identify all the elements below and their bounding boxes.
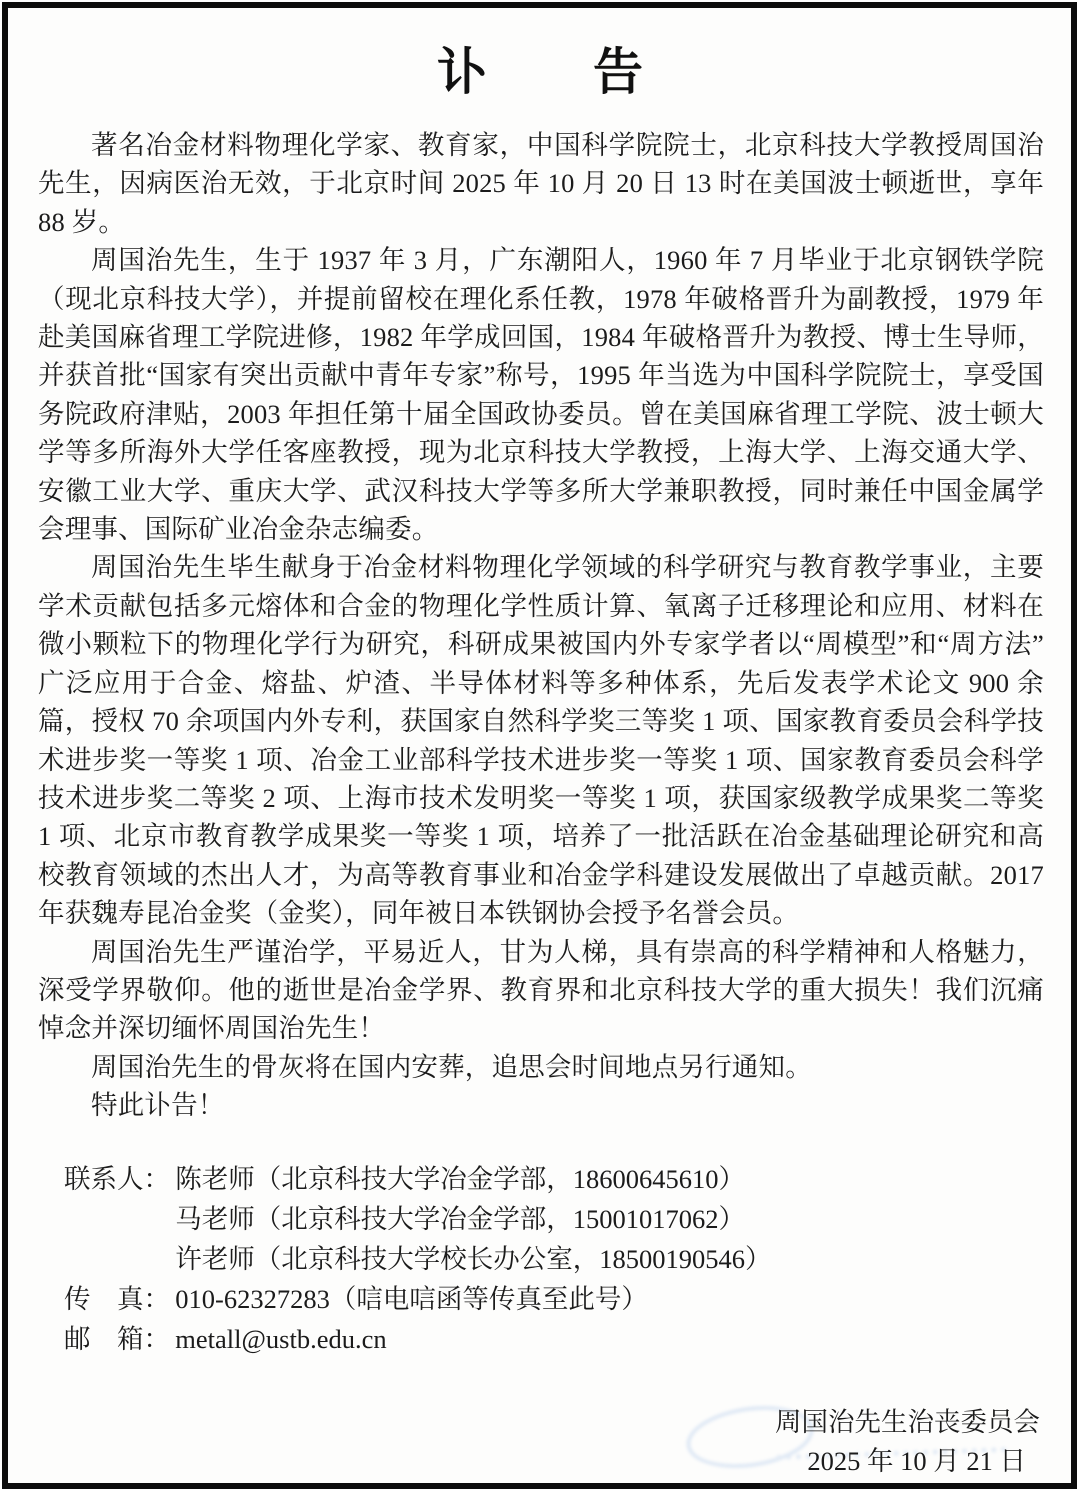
contact-person-ma: 马老师（北京科技大学冶金学部，15001017062） bbox=[175, 1203, 746, 1234]
paragraph-closing: 特此讣告！ bbox=[91, 1090, 225, 1121]
contact-block bbox=[64, 1159, 1044, 1359]
fax-number: 010-62327283（唁电唁函等传真至此号） bbox=[175, 1283, 648, 1314]
signature-block bbox=[38, 1403, 1044, 1481]
contact-persons-row bbox=[64, 1159, 1044, 1279]
email-address: metall@ustb.edu.cn bbox=[175, 1323, 387, 1354]
paragraph-tribute: 周国治先生严谨治学，平易近人，甘为人梯，具有崇高的科学精神和人格魅力，深受学界敬仰。他的逝世是冶金学界、教育界和北京科技大学的重大损失！我们沉痛悼念并深切缅怀周国治先生！ bbox=[38, 936, 1044, 1044]
contact-persons-label: 联系人： bbox=[64, 1163, 170, 1194]
signature-date: 2025 年 10 月 21 日 bbox=[807, 1445, 1026, 1476]
fax-row bbox=[64, 1279, 1044, 1319]
paragraph-biography: 周国治先生，生于 1937 年 3 月，广东潮阳人，1960 年 7 月毕业于北京钢铁学院（现北京科技大学），并提前留校在理化系任教，1978 年破格晋升为副教授，1979 年赴美国麻省理工学院进修，1982 年学成回国，1984 年破格晋升为教授、博士生导师，并获首批“国家有突出贡献中青年专家”称号，1995 年当选为中国科学院院士，享受国务院政府津贴，2003 年担任第十届全国政协委员。曾在美国麻省理工学院、波士顿大学等多所海外大学任客座教授，现为北京科技大学教授，上海大学、上海交通大学、安徽工业大学、重庆大学、武汉科技大学等多所大学兼职教授，同时兼任中国金属学会理事、国际矿业冶金杂志编委。 bbox=[38, 245, 1044, 545]
contact-person-chen: 陈老师（北京科技大学冶金学部，18600645610） bbox=[175, 1163, 746, 1194]
paragraph-memorial-arrangement: 周国治先生的骨灰将在国内安葬，追思会时间地点另行通知。 bbox=[91, 1051, 812, 1082]
email-row bbox=[64, 1319, 1044, 1359]
fax-label: 传 真： bbox=[64, 1283, 170, 1314]
paragraph-death-announcement: 著名冶金材料物理化学家、教育家，中国科学院院士，北京科技大学教授周国治先生，因病医治无效，于北京时间 2025 年 10 月 20 日 13 时在美国波士顿逝世，享年 88 岁。 bbox=[38, 130, 1044, 237]
page-title: 讣 告 bbox=[437, 44, 645, 100]
obituary-body bbox=[38, 126, 1044, 1125]
contact-person-xu: 许老师（北京科技大学校长办公室，18500190546） bbox=[175, 1243, 772, 1274]
funeral-committee-name: 周国治先生治丧委员会 bbox=[775, 1406, 1040, 1437]
contact-persons-list bbox=[175, 1159, 1044, 1279]
obituary-notice-frame bbox=[2, 2, 1077, 1489]
paragraph-achievements: 周国治先生毕生献身于冶金材料物理化学领域的科学研究与教育教学事业，主要学术贡献包括多元熔体和合金的物理化学性质计算、氧离子迁移理论和应用、材料在微小颗粒下的物理化学行为研究，科研成果被国内外专家学者以“周模型”和“周方法”广泛应用于合金、熔盐、炉渣、半导体材料等多种体系，先后发表学术论文 900 余篇，授权 70 余项国内外专利，获国家自然科学奖三等奖 1 项、国家教育委员会科学技术进步奖一等奖 1 项、冶金工业部科学技术进步奖一等奖 1 项、国家教育委员会科学技术进步奖二等奖 2 项、上海市技术发明奖一等奖 1 项，获国家级教学成果奖二等奖 1 项、北京市教育教学成果奖一等奖 1 项，培养了一批活跃在冶金基础理论研究和高校教育领域的杰出人才，为高等教育事业和冶金学科建设发展做出了卓越贡献。2017 年获魏寿昆冶金奖（金奖），同年被日本铁钢协会授予名誉会员。 bbox=[38, 552, 1044, 929]
email-label: 邮 箱： bbox=[64, 1323, 170, 1354]
